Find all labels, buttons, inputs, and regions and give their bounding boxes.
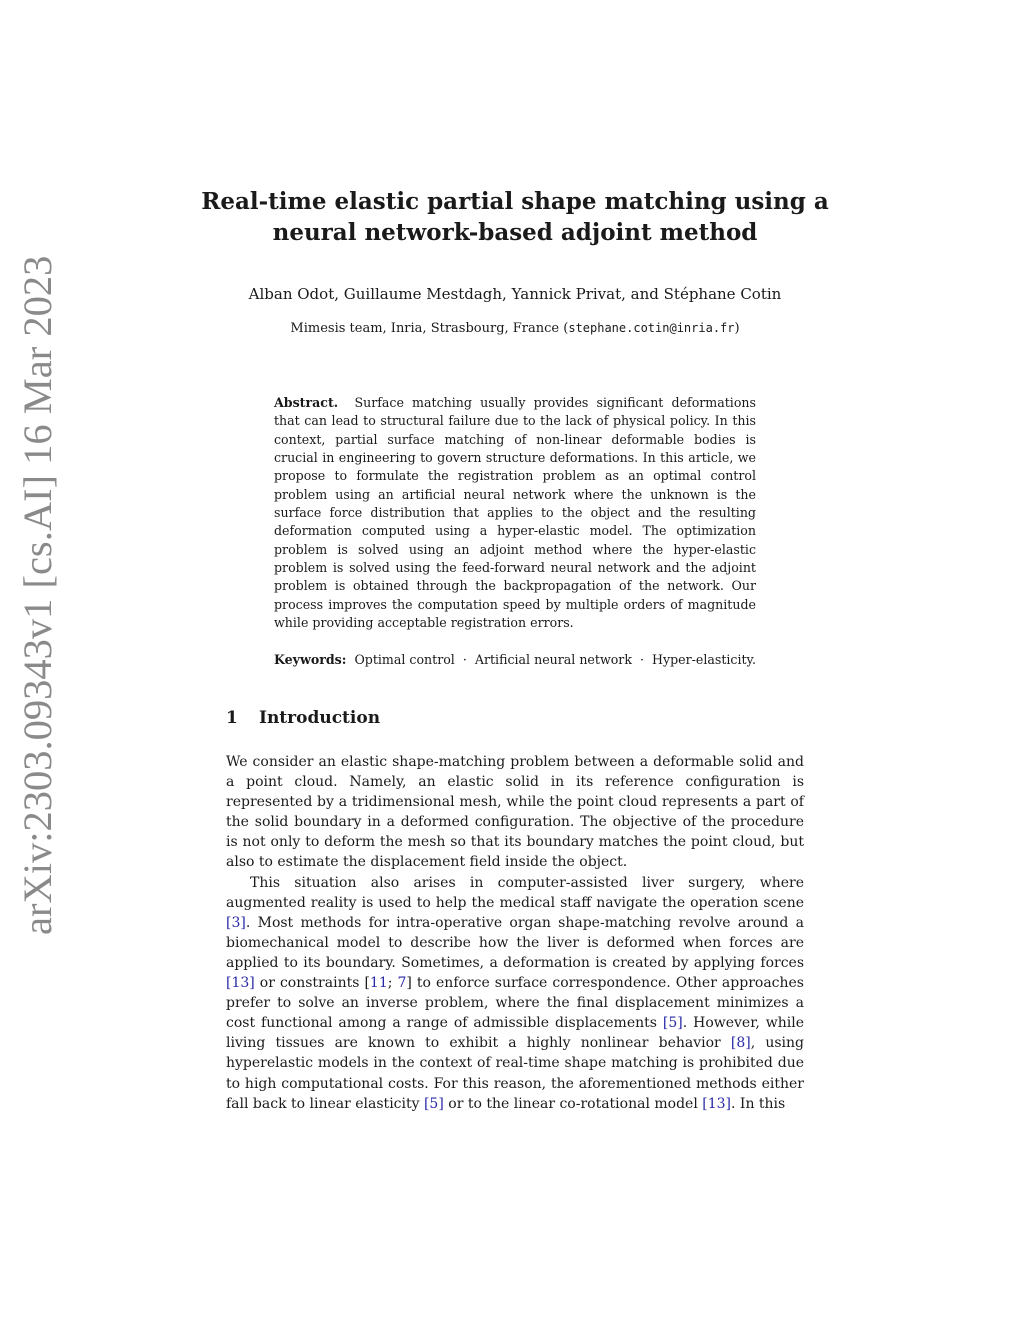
- section-number: 1: [226, 708, 238, 728]
- email-link[interactable]: stephane.cotin@inria.fr: [568, 321, 735, 335]
- citation-bracket: [: [364, 975, 370, 992]
- citation-link[interactable]: [5]: [662, 1015, 683, 1032]
- citation-link[interactable]: [5]: [423, 1095, 444, 1112]
- citation-link[interactable]: [13]: [226, 975, 255, 992]
- text-segment: . Most methods for intra-operative organ shape-matching revolve around a biomechanical model to describe how the liver is deformed when forces are applied to its boundary. Sometimes, a deformation is created by applying forces: [226, 914, 804, 971]
- affiliation-close: ): [734, 321, 740, 336]
- abstract-label: Abstract.: [274, 395, 339, 410]
- keywords-label: Keywords:: [274, 652, 347, 667]
- title-line-1: Real-time elastic partial shape matching using a: [201, 188, 829, 215]
- keywords: [274, 651, 784, 669]
- citation-link[interactable]: [3]: [226, 914, 246, 931]
- section-title: Introduction: [259, 708, 381, 728]
- keyword-item: Hyper-elasticity.: [651, 652, 756, 667]
- abstract: [274, 394, 756, 632]
- text-segment: or constraints: [254, 975, 365, 992]
- text-segment: This situation also arises in computer-assisted liver surgery, where augmented reality is used to help the medical staff navigate the operation scene: [226, 874, 804, 911]
- citation-link[interactable]: [13]: [702, 1095, 732, 1112]
- introduction-body: [226, 752, 804, 1114]
- paper-title: [200, 186, 830, 248]
- keyword-separator: ·: [639, 652, 644, 667]
- text-segment: . In this: [731, 1095, 786, 1112]
- keyword-item: Optimal control: [354, 652, 455, 667]
- citation-link[interactable]: 11: [369, 975, 388, 992]
- keyword-item: Artificial neural network: [474, 652, 632, 667]
- abstract-text: Surface matching usually provides significant deformations that can lead to structural failure due to the lack of physical policy. In this context, partial surface matching of non-linear deformable bodies is crucial in engineering to govern structure deformations. In this article, we propose to formulate the registration problem as an optimal control problem using an artificial neural network where the unknown is the surface force distribution that applies to the object and the resulting deformation computed using a hyper-elastic model. The optimization problem is solved using an adjoint method where the hyper-elastic problem is solved using the feed-forward neural network and the adjoint problem is obtained through the backpropagation of the network. Our process improves the computation speed by multiple orders of magnitude while providing acceptable registration errors.: [274, 395, 756, 631]
- text-segment: to enforce surface correspondence. Other approaches prefer to solve an inverse problem, where the final displacement minimizes a cost functional among a range of admissible displacements: [226, 975, 804, 1032]
- citation-bracket: ]: [406, 975, 412, 992]
- citation-separator: ;: [387, 975, 398, 992]
- text-segment: , using hyperelastic models in the context of real-time shape matching is prohibited due to high computational costs. For this reason, the aforementioned methods either fall back to linear elasticity: [226, 1035, 804, 1112]
- text-segment: or to the linear co-rotational model: [443, 1095, 703, 1112]
- affiliation: [200, 319, 830, 338]
- keyword-separator: ·: [462, 652, 467, 667]
- paragraph-2: [226, 873, 804, 1114]
- authors: Alban Odot, Guillaume Mestdagh, Yannick Privat, and Stéphane Cotin: [248, 285, 782, 303]
- paragraph-1: We consider an elastic shape-matching problem between a deformable solid and a point cloud. Namely, an elastic solid in its reference configuration is represented by a tridimensional mesh, while the point cloud represents a part of the solid boundary in a deformed configuration. The objective of the procedure is not only to deform the mesh so that its boundary matches the point cloud, but also to estimate the displacement field inside the object.: [226, 754, 804, 871]
- arxiv-identifier: arXiv:2303.09343v1 [cs.AI] 16 Mar 2023: [15, 255, 60, 935]
- title-line-2: neural network-based adjoint method: [272, 219, 758, 246]
- citation-link[interactable]: 7: [397, 975, 407, 992]
- affiliation-text: Mimesis team, Inria, Strasbourg, France (: [290, 321, 569, 336]
- section-heading: [226, 707, 380, 729]
- citation-link[interactable]: [8]: [730, 1035, 751, 1052]
- text-segment: . However, while living tissues are known to exhibit a highly nonlinear behavior: [226, 1015, 804, 1052]
